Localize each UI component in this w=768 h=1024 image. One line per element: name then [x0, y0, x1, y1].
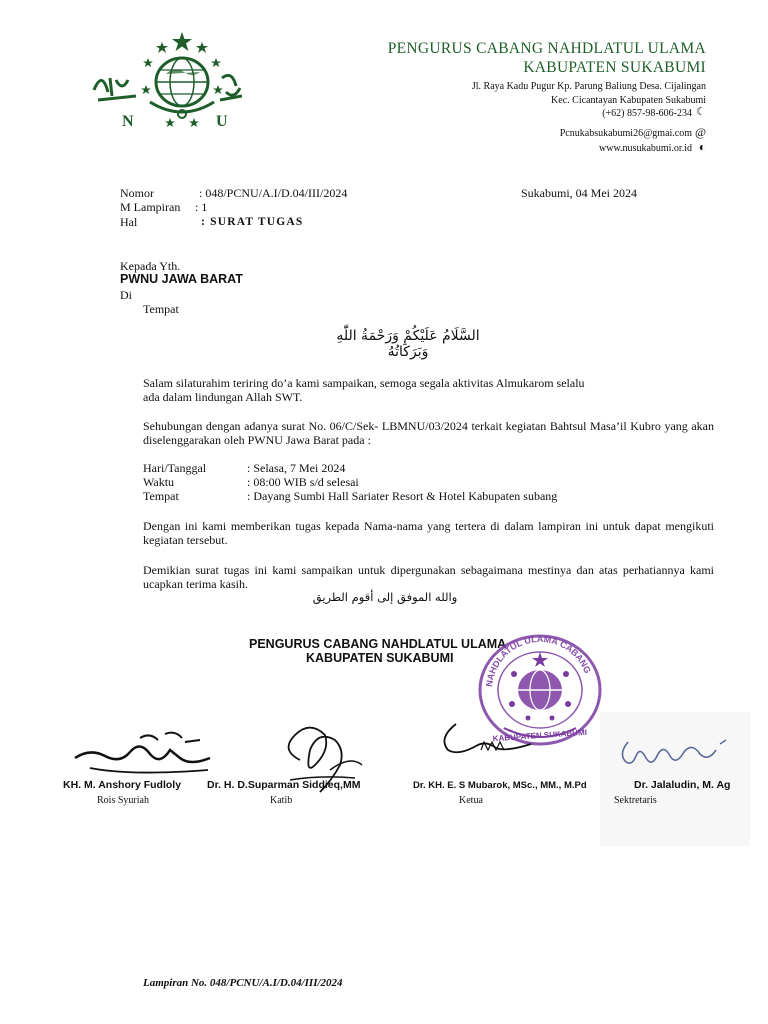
nomor-value: : 048/PCNU/A.I/D.04/III/2024 — [199, 186, 348, 200]
recipient-greeting: Kepada Yth. — [120, 259, 181, 273]
signer-role-sekretaris: Sektretaris — [614, 795, 657, 806]
signer-name-katib: Dr. H. D.Suparman Siddieq,MM — [207, 779, 361, 791]
nomor-label: Nomor — [120, 186, 154, 200]
recipient-place: Tempat — [143, 302, 179, 316]
detail-value-date: : Selasa, 7 Mei 2024 — [247, 461, 346, 475]
hal-value: : SURAT TUGAS — [201, 216, 304, 228]
phone-number: (+62) 857-98-606-234 — [602, 108, 692, 119]
paragraph-opening-line2: ada dalam lindungan Allah SWT. — [143, 390, 303, 404]
whatsapp-icon: ☾ — [696, 106, 706, 118]
address-line2: Kec. Cicantayan Kabupaten Sukabumi — [551, 95, 706, 106]
detail-value-time: : 08:00 WIB s/d selesai — [247, 475, 359, 489]
lampiran-value: : 1 — [195, 200, 208, 214]
signature-rois-syuriah — [70, 728, 215, 778]
svg-text:KABUPATEN SUKABUMI: KABUPATEN SUKABUMI — [492, 727, 588, 744]
signer-name-rois: KH. M. Anshory Fudloly — [63, 779, 182, 791]
logo-letter-u: U — [216, 113, 228, 130]
signer-name-ketua: Dr. KH. E. S Mubarok, MSc., MM., M.Pd — [413, 780, 587, 791]
detail-label-date: Hari/Tanggal — [143, 461, 207, 475]
email-at-icon: @ — [694, 125, 706, 139]
arabic-salutation: السَّلَامُ عَلَيْكُمْ وَرَحْمَةُ اللّٰهِ وَبَرَكَاتُهُ — [336, 328, 480, 360]
recipient-di: Di — [120, 288, 132, 302]
signature-org-line2: KABUPATEN SUKABUMI — [306, 651, 454, 665]
signer-role-ketua: Ketua — [459, 795, 483, 806]
org-name-line2: KABUPATEN SUKABUMI — [523, 59, 706, 76]
signer-role-rois: Rois Syuriah — [97, 795, 149, 806]
detail-value-place: : Dayang Sumbi Hall Sariater Resort & Hotel Kabupaten subang — [247, 489, 558, 503]
detail-label-place: Tempat — [143, 489, 179, 503]
svg-text:NAHDLATUL ULAMA CABANG: NAHDLATUL ULAMA CABANG — [484, 633, 593, 688]
detail-label-time: Waktu — [143, 475, 175, 489]
signature-org-line1: PENGURUS CABANG NAHDLATUL ULAMA — [249, 637, 507, 651]
arabic-closing: والله الموفق إلى أقوم الطريق — [312, 590, 458, 604]
footer-lampiran: Lampiran No. 048/PCNU/A.I/D.04/III/2024 — [143, 977, 343, 989]
signature-sekretaris — [616, 732, 736, 776]
paragraph-assignment: Dengan ini kami memberikan tugas kepada Nama-nama yang tertera di dalam lampiran ini untuk dapat mengikuti kegiatan tersebut. — [143, 519, 714, 547]
lampiran-label: M Lampiran — [120, 200, 181, 214]
hal-label: Hal — [120, 215, 138, 229]
paragraph-closing: Demikian surat tugas ini kami sampaikan untuk dipergunakan sebagaimana mestinya dan atas perhatiannya kami ucapkan terima kasih. — [143, 563, 714, 591]
signer-role-katib: Katib — [270, 795, 293, 806]
globe-icon: ◐ — [698, 140, 706, 154]
signer-name-sekretaris: Dr. Jalaludin, M. Ag — [634, 779, 731, 791]
org-name-line1: PENGURUS CABANG NAHDLATUL ULAMA — [387, 40, 706, 57]
logo-letter-n: N — [122, 113, 134, 130]
email-address: Pcnukabsukabumi26@gmai.com — [559, 128, 692, 139]
paragraph-reference: Sehubungan dengan adanya surat No. 06/C/Sek- LBMNU/03/2024 terkait kegiatan Bahtsul Masa’il Kubro yang akan diselenggarakan oleh PWNU Jawa Barat pada : — [143, 419, 714, 447]
place-date: Sukabumi, 04 Mei 2024 — [521, 186, 637, 200]
recipient-name: PWNU JAWA BARAT — [120, 272, 243, 286]
signature-ketua — [436, 718, 536, 762]
address-line1: Jl. Raya Kadu Pugur Kp. Parung Baliung Desa. Cijalingan — [471, 81, 706, 92]
paragraph-opening-line1: Salam silaturahim teriring do’a kami sampaikan, semoga segala aktivitas Almukarom selalu — [143, 376, 585, 390]
website-url: www.nusukabumi.or.id — [599, 143, 692, 154]
nu-logo — [92, 30, 242, 135]
